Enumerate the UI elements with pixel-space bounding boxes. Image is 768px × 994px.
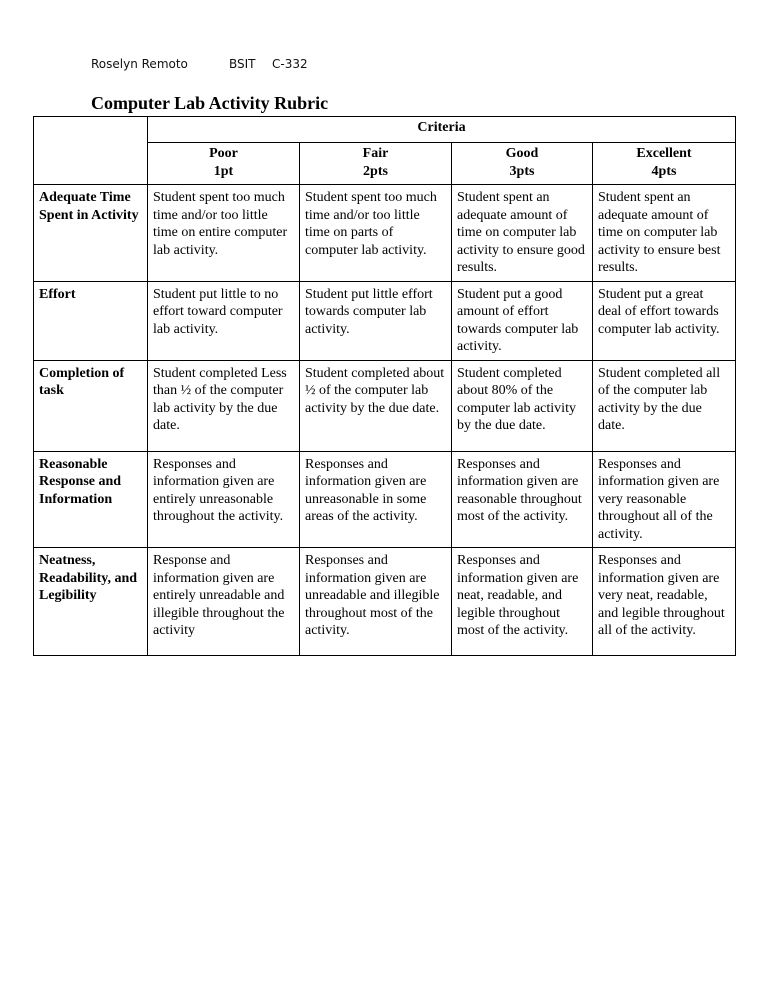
rubric-cell: Student completed all of the computer lab activity by the due date.: [593, 360, 736, 451]
rubric-cell: Student put a great deal of effort towards computer lab activity.: [593, 281, 736, 360]
rubric-cell: Responses and information given are neat, readable, and legible throughout most of the activity.: [452, 548, 593, 656]
rubric-cell: Responses and information given are unreasonable in some areas of the activity.: [300, 451, 452, 548]
table-row: [34, 185, 736, 282]
criterion-label: Reasonable Response and Information: [34, 451, 148, 548]
level-name: Fair: [362, 146, 389, 161]
level-points: 4pts: [651, 163, 677, 179]
rubric-cell: Student spent an adequate amount of time on computer lab activity to ensure best results.: [593, 185, 736, 282]
rubric-cell: Student completed about 80% of the computer lab activity by the due date.: [452, 360, 593, 451]
rubric-cell: Student put little to no effort toward computer lab activity.: [148, 281, 300, 360]
criteria-header-row: [34, 117, 736, 143]
rubric-cell: Student spent too much time and/or too little time on entire computer lab activity.: [148, 185, 300, 282]
rubric-cell: Student completed Less than ½ of the computer lab activity by the due date.: [148, 360, 300, 451]
criterion-label: Completion of task: [34, 360, 148, 451]
level-header-excellent: [593, 143, 736, 185]
student-name: Roselyn Remoto: [91, 57, 188, 71]
level-points: 3pts: [509, 163, 535, 179]
criterion-label: Adequate Time Spent in Activity: [34, 185, 148, 282]
level-points: 1pt: [213, 163, 234, 179]
criterion-label: Neatness, Readability, and Legibility: [34, 548, 148, 656]
rubric-cell: Student put a good amount of effort towards computer lab activity.: [452, 281, 593, 360]
table-row: [34, 548, 736, 656]
rubric-cell: Response and information given are entirely unreadable and illegible throughout the activity: [148, 548, 300, 656]
criterion-label: Effort: [34, 281, 148, 360]
rubric-cell: Responses and information given are reasonable throughout most of the activity.: [452, 451, 593, 548]
level-name: Poor: [209, 146, 238, 161]
rubric-cell: Responses and information given are entirely unreasonable throughout the activity.: [148, 451, 300, 548]
table-row: [34, 281, 736, 360]
section-label: C-332: [272, 57, 308, 71]
level-header-fair: [300, 143, 452, 185]
rubric-cell: Responses and information given are very neat, readable, and legible throughout all of the activity.: [593, 548, 736, 656]
level-points: 2pts: [363, 163, 388, 179]
table-row: [34, 360, 736, 451]
rubric-cell: Student completed about ½ of the computer lab activity by the due date.: [300, 360, 452, 451]
rubric-cell: Responses and information given are unreadable and illegible throughout most of the activity.: [300, 548, 452, 656]
rubric-cell: Student spent too much time and/or too little time on parts of computer lab activity.: [300, 185, 452, 282]
criteria-header: Criteria: [148, 117, 736, 143]
level-name: Excellent: [636, 146, 692, 161]
page-title: Computer Lab Activity Rubric: [91, 93, 329, 113]
blank-corner-cell: [34, 117, 148, 185]
table-row: [34, 451, 736, 548]
level-name: Good: [505, 146, 539, 161]
rubric-cell: Student put little effort towards computer lab activity.: [300, 281, 452, 360]
rubric-cell: Responses and information given are very reasonable throughout all of the activity.: [593, 451, 736, 548]
level-header-poor: [148, 143, 300, 185]
course-label: BSIT: [229, 57, 256, 71]
level-header-good: [452, 143, 593, 185]
rubric-table: [33, 116, 736, 656]
rubric-cell: Student spent an adequate amount of time on computer lab activity to ensure good results.: [452, 185, 593, 282]
